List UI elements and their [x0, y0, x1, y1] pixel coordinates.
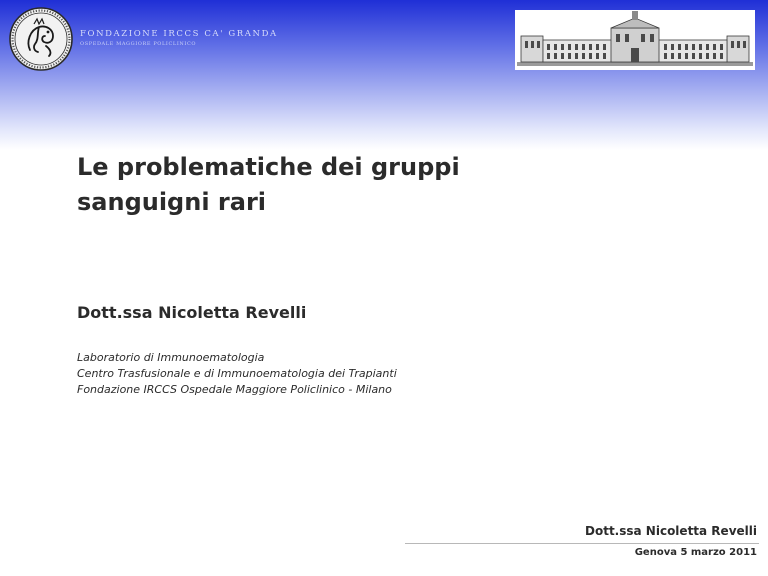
seal-emblem-icon	[8, 6, 74, 72]
footer-event-date: Genova 5 marzo 2011	[634, 547, 757, 558]
header-band	[0, 0, 768, 150]
title-line: Le problematiche dei gruppi	[77, 153, 460, 181]
affiliation-line: Fondazione IRCCS Ospedale Maggiore Policlinico - Milano	[77, 383, 392, 396]
org-name: FONDAZIONE IRCCS CA' GRANDA	[80, 29, 278, 39]
affiliation-line: Laboratorio di Immunoematologia	[77, 351, 265, 364]
hospital-building-icon	[515, 10, 755, 70]
affiliation-line: Centro Trasfusionale e di Immunoematologia dei Trapianti	[77, 367, 397, 380]
footer-presenter: Dott.ssa Nicoletta Revelli	[585, 524, 757, 538]
org-subtitle: OSPEDALE MAGGIORE POLICLINICO	[80, 41, 197, 47]
footer-divider	[405, 543, 759, 544]
affiliation	[77, 350, 397, 398]
title-line: sanguigni rari	[77, 188, 266, 216]
presenter-name: Dott.ssa Nicoletta Revelli	[77, 303, 307, 322]
slide-title	[77, 150, 597, 220]
